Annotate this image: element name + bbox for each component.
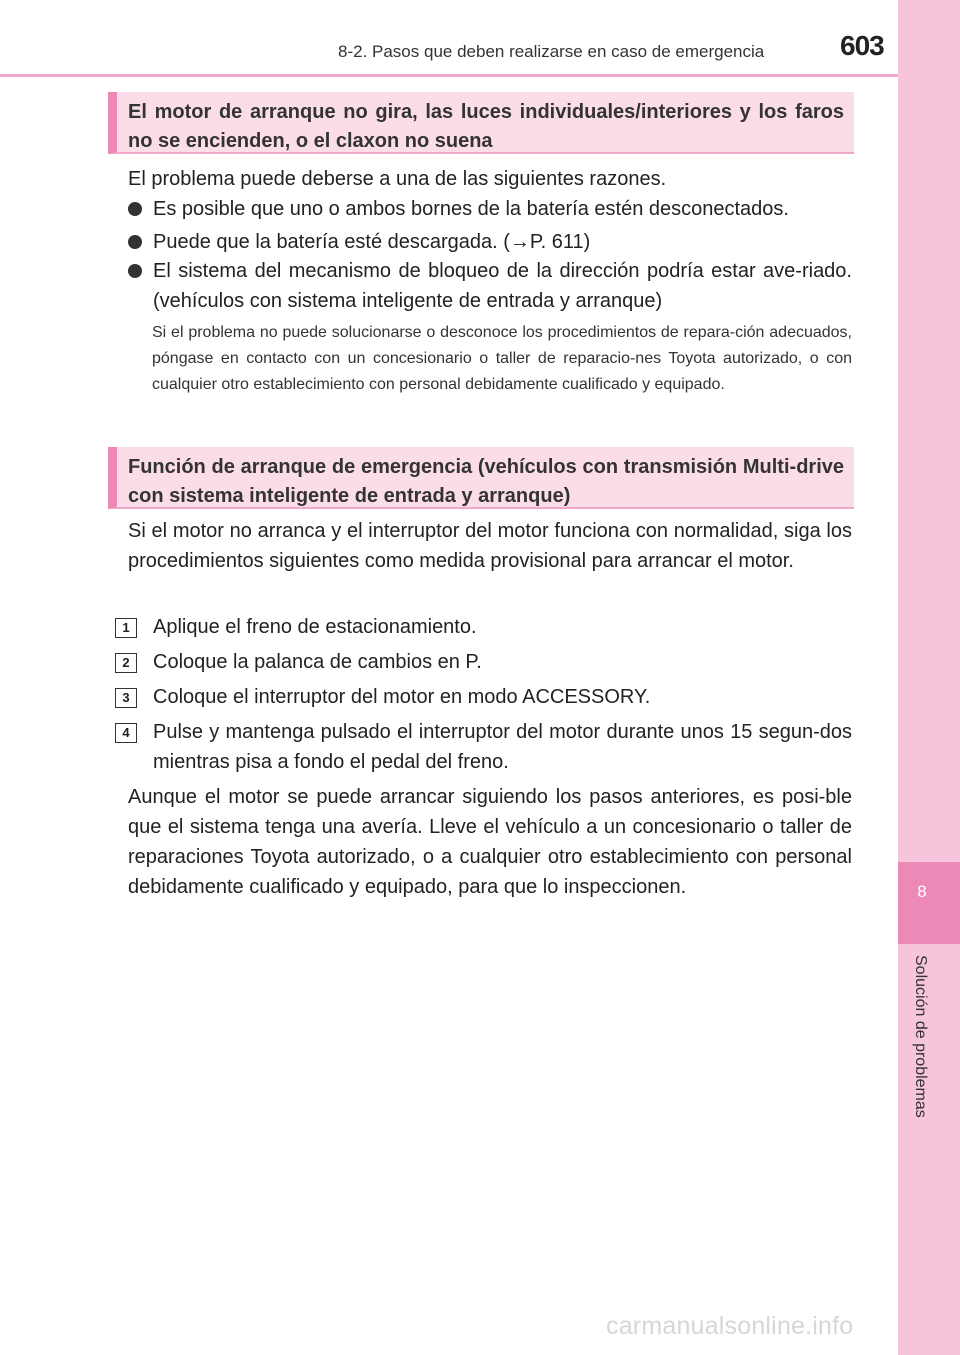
step-number-badge: 4	[115, 723, 137, 743]
running-header: 8-2. Pasos que deben realizarse en caso de emergencia	[338, 42, 765, 61]
chapter-label: Solución de problemas	[912, 955, 929, 1118]
section-title-starter: El motor de arranque no gira, las luces individuales/interiores y los faros no se encienden, o el claxon no suena	[108, 92, 854, 154]
step-item	[115, 612, 852, 642]
chapter-number: 8	[917, 882, 927, 901]
section2-closing: Aunque el motor se puede arrancar siguiendo los pasos anteriores, es posi-ble que el sistema tenga una avería. Lleve el vehículo a un concesionario o taller de reparaciones Toyota autorizado, o a cualquier otro establecimiento con personal debidamente cualificado y equipado, para que lo inspeccionen.	[128, 786, 852, 898]
step-text: Pulse y mantenga pulsado el interruptor del motor durante unos 15 segun-dos mientras pisa a fondo el pedal del freno.	[153, 721, 852, 773]
list-item-text: Puede que la batería esté descargada. (→P. 611)	[153, 231, 591, 253]
step-text: Coloque el interruptor del motor en modo ACCESSORY.	[153, 686, 651, 708]
bullet-icon	[128, 264, 142, 278]
step-number-badge: 2	[115, 653, 137, 673]
list-item-text: Es posible que uno o ambos bornes de la batería estén desconectados.	[153, 198, 789, 220]
step-number-badge: 3	[115, 688, 137, 708]
section2-intro: Si el motor no arranca y el interruptor del motor funciona con normalidad, siga los procedimientos siguientes como medida provisional para arrancar el motor.	[128, 520, 852, 572]
list-item	[128, 227, 852, 257]
step-item	[115, 647, 852, 677]
section-title-emergency-start: Función de arranque de emergencia (vehículos con transmisión Multi-drive con sistema inteligente de entrada y arranque)	[108, 447, 854, 509]
watermark: carmanualsonline.info	[606, 1312, 854, 1340]
list-item	[128, 256, 852, 316]
bullet-icon	[128, 235, 142, 249]
header-divider	[0, 74, 898, 77]
section1-intro: El problema puede deberse a una de las siguientes razones.	[128, 168, 667, 190]
step-number-badge: 1	[115, 618, 137, 638]
step-text: Coloque la palanca de cambios en P.	[153, 651, 482, 673]
chapter-side-band	[898, 0, 960, 1355]
step-item	[115, 682, 852, 712]
chapter-tab	[898, 862, 960, 944]
list-item	[128, 194, 852, 224]
page-number: 603	[840, 30, 884, 61]
section1-note: Si el problema no puede solucionarse o desconoce los procedimientos de repara-ción adecuados, póngase en contacto con un concesionario o taller de reparacio-nes Toyota autorizado, o con cualquier otro establecimiento con personal debidamente cualificado y equipado.	[152, 324, 852, 393]
step-item	[115, 717, 852, 777]
bullet-icon	[128, 202, 142, 216]
step-text: Aplique el freno de estacionamiento.	[153, 616, 477, 638]
list-item-text: El sistema del mecanismo de bloqueo de la dirección podría estar ave-riado. (vehículos con sistema inteligente de entrada y arranque)	[153, 260, 852, 312]
